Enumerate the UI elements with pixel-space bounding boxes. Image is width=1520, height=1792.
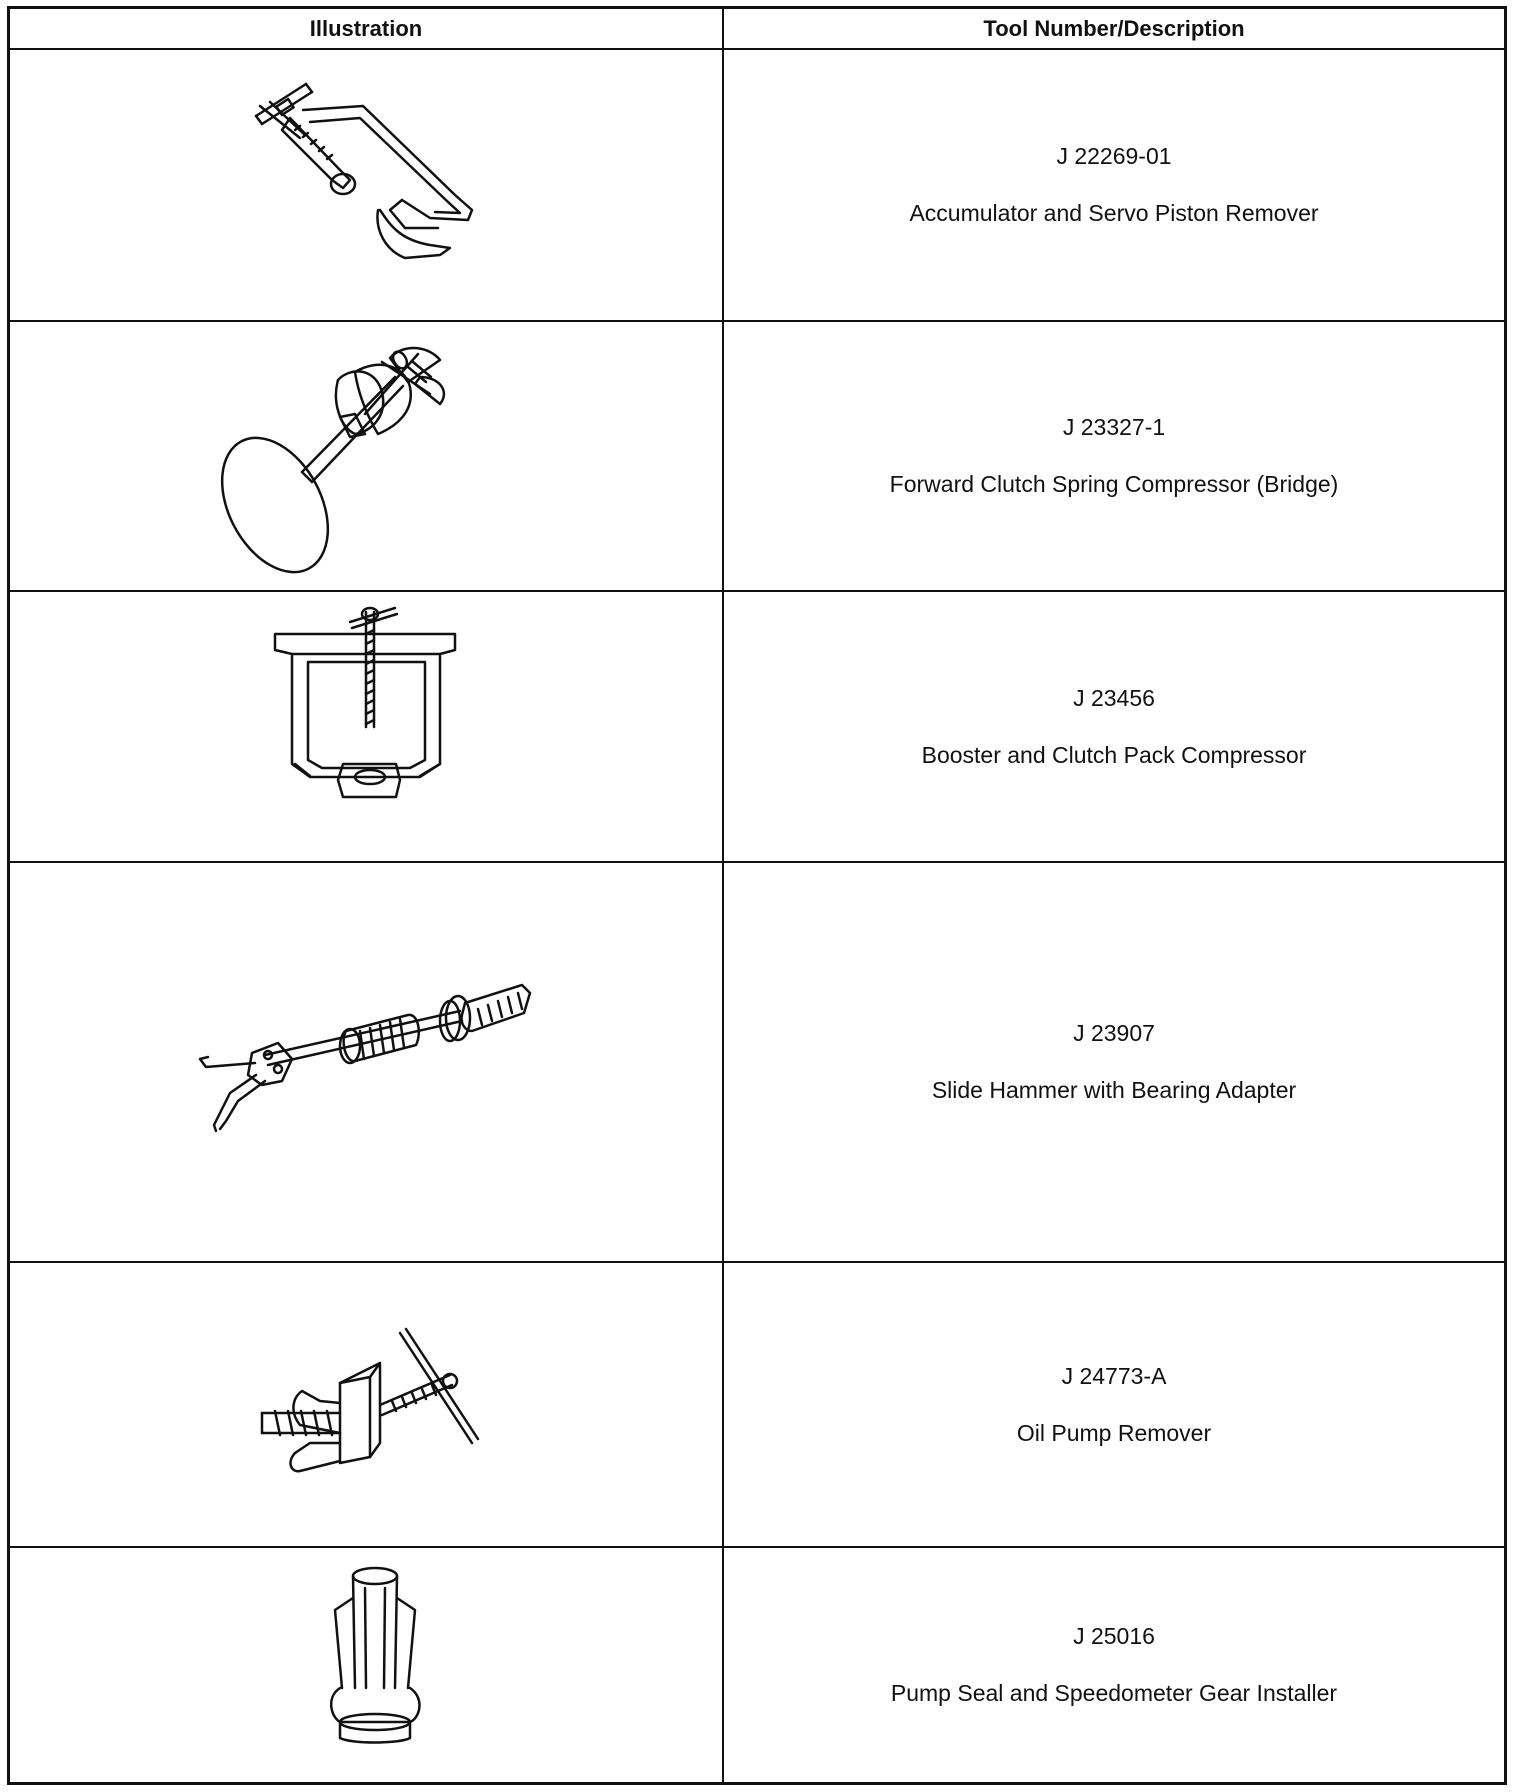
header-tool-number-description: Tool Number/Description [983, 15, 1245, 41]
tool-description: Forward Clutch Spring Compressor (Bridge) [889, 471, 1339, 497]
table-row [10, 592, 1504, 861]
description-cell [724, 863, 1504, 1261]
illustration-cell [10, 1263, 722, 1546]
illustration-cell [10, 50, 722, 320]
table-row [10, 322, 1504, 590]
table-row [10, 863, 1504, 1261]
seal-gear-installer-icon [10, 1548, 722, 1782]
tool-number: J 25016 [1073, 1623, 1155, 1649]
illustration-cell [10, 863, 722, 1261]
header-illustration: Illustration [309, 15, 423, 41]
tool-description: Slide Hammer with Bearing Adapter [931, 1077, 1297, 1103]
slide-hammer-icon [10, 863, 722, 1261]
illustration-cell [10, 322, 722, 590]
spring-compressor-bridge-icon [10, 322, 722, 590]
accumulator-servo-piston-remover-icon [10, 50, 722, 320]
description-cell [724, 1263, 1504, 1546]
description-cell [724, 50, 1504, 320]
oil-pump-remover-icon [10, 1263, 722, 1546]
tool-number: J 23456 [1073, 684, 1155, 711]
special-tools-table [7, 6, 1507, 1785]
illustration-cell [10, 592, 722, 861]
tool-number: J 23327-1 [1062, 414, 1166, 440]
table-row [10, 1263, 1504, 1546]
tool-number: J 22269-01 [1056, 143, 1172, 169]
tool-description: Pump Seal and Speedometer Gear Installer [890, 1680, 1338, 1706]
description-cell [724, 592, 1504, 861]
tool-number: J 24773-A [1061, 1362, 1167, 1389]
table-row [10, 1548, 1504, 1782]
clutch-pack-compressor-icon [10, 592, 722, 861]
tool-description: Oil Pump Remover [1016, 1419, 1212, 1446]
tool-description: Accumulator and Servo Piston Remover [909, 200, 1319, 226]
description-cell [724, 322, 1504, 590]
table-row [10, 50, 1504, 320]
tool-number: J 23907 [1073, 1020, 1155, 1046]
description-cell [724, 1548, 1504, 1782]
tool-description: Booster and Clutch Pack Compressor [921, 741, 1307, 768]
illustration-cell [10, 1548, 722, 1782]
